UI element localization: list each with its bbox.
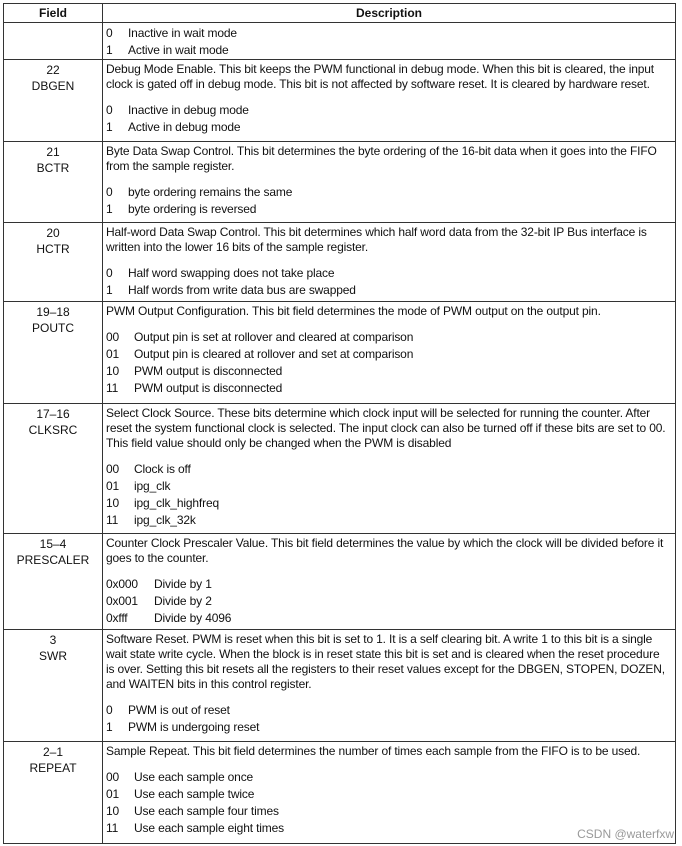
option-item <box>106 769 671 786</box>
table-row <box>4 60 676 142</box>
field-cell <box>4 23 103 60</box>
option-item <box>106 184 671 201</box>
field-cell <box>4 630 103 742</box>
option-item <box>106 380 671 397</box>
field-description: Byte Data Swap Control. This bit determines the byte ordering of the 16-bit data when it goes into the FIFO from the sample register. <box>106 144 657 173</box>
option-item <box>106 512 671 529</box>
field-bits: 20 <box>46 226 60 240</box>
option-code: 11 <box>106 381 119 395</box>
field-name: SWR <box>39 649 67 663</box>
field-bits: 15–4 <box>39 537 67 551</box>
option-code: 0x001 <box>106 594 138 608</box>
field-name: POUTC <box>32 321 74 335</box>
option-text: PWM output is disconnected <box>134 364 283 378</box>
option-code: 0 <box>106 185 113 199</box>
option-text: Divide by 1 <box>154 577 212 591</box>
table-row <box>4 534 676 630</box>
description-cell <box>103 142 676 223</box>
header-field: Field <box>4 4 103 23</box>
option-code: 00 <box>106 462 120 476</box>
field-description: Half-word Data Swap Control. This bit determines which half word data from the 32-bit IP Bus interface is written into the lower 16 bits of the sample register. <box>106 225 647 254</box>
table-row <box>4 23 676 60</box>
option-item <box>106 119 671 136</box>
description-cell <box>103 60 676 142</box>
option-text: PWM is out of reset <box>128 703 230 717</box>
option-item <box>106 786 671 803</box>
field-name: REPEAT <box>29 761 77 775</box>
option-item <box>106 803 671 820</box>
option-item <box>106 593 671 610</box>
option-code: 01 <box>106 347 120 361</box>
field-cell <box>4 404 103 534</box>
field-name: CLKSRC <box>28 423 78 437</box>
header-description: Description <box>103 4 676 23</box>
option-code: 1 <box>106 283 113 297</box>
option-text: PWM output is disconnected <box>134 381 283 395</box>
description-cell <box>103 534 676 630</box>
option-item <box>106 363 671 380</box>
option-text: byte ordering is reversed <box>128 202 257 216</box>
option-code: 00 <box>106 330 120 344</box>
field-cell <box>4 223 103 302</box>
option-item <box>106 329 671 346</box>
option-code: 10 <box>106 496 120 510</box>
option-code: 0x000 <box>106 577 138 591</box>
option-text: Output pin is set at rollover and cleared at comparison <box>134 330 414 344</box>
option-item <box>106 702 671 719</box>
option-code: 1 <box>106 720 113 734</box>
field-bits: 3 <box>49 633 57 647</box>
option-text: Divide by 2 <box>154 594 212 608</box>
option-text: Output pin is cleared at rollover and set at comparison <box>134 347 414 361</box>
field-description: Sample Repeat. This bit field determines the number of times each sample from the FIFO is to be used. <box>106 744 641 758</box>
watermark: CSDN @waterfxw <box>577 827 674 841</box>
table-row <box>4 223 676 302</box>
field-bits: 22 <box>46 63 60 77</box>
option-item <box>106 495 671 512</box>
option-item <box>106 461 671 478</box>
option-text: Inactive in debug mode <box>128 103 249 117</box>
table-row <box>4 404 676 534</box>
option-item <box>106 42 671 59</box>
table-row <box>4 630 676 742</box>
option-text: Active in wait mode <box>128 43 229 57</box>
field-description: PWM Output Configuration. This bit field determines the mode of PWM output on the output pin. <box>106 304 601 318</box>
field-name: DBGEN <box>31 79 75 93</box>
option-text: Use each sample once <box>134 770 254 784</box>
option-text: Use each sample twice <box>134 787 255 801</box>
option-code: 11 <box>106 513 119 527</box>
field-description: Select Clock Source. These bits determine which clock input will be selected for running the counter. After reset the system functional clock is selected. The input clock can also be turned off if these bits are set to 00. This field value should only be changed when the PWM is disabled <box>106 406 666 450</box>
option-text: Inactive in wait mode <box>128 26 237 40</box>
option-text: ipg_clk <box>134 479 171 493</box>
option-item <box>106 265 671 282</box>
option-text: Use each sample four times <box>134 804 279 818</box>
option-code: 1 <box>106 43 113 57</box>
option-item <box>106 201 671 218</box>
description-cell <box>103 404 676 534</box>
option-text: Half words from write data bus are swapped <box>128 283 356 297</box>
option-item <box>106 282 671 299</box>
option-text: Clock is off <box>134 462 191 476</box>
option-code: 11 <box>106 821 119 835</box>
option-code: 0xfff <box>106 611 128 625</box>
option-text: Half word swapping does not take place <box>128 266 335 280</box>
table-row <box>4 302 676 404</box>
option-item <box>106 346 671 363</box>
option-text: ipg_clk_32k <box>134 513 196 527</box>
option-code: 0 <box>106 26 113 40</box>
description-cell <box>103 630 676 742</box>
option-code: 0 <box>106 266 113 280</box>
option-code: 01 <box>106 479 120 493</box>
option-item <box>106 478 671 495</box>
option-item <box>106 576 671 593</box>
option-item <box>106 25 671 42</box>
field-description: Software Reset. PWM is reset when this bit is set to 1. It is a self clearing bit. A write 1 to this bit is a single wait state write cycle. When the block is in reset state this bit is set and is cleared when the reset procedure is over. Setting this bit resets all the registers to their reset values except for the DBGEN, STOPEN, DOZEN, and WAITEN bits in this control register. <box>106 632 665 691</box>
option-text: byte ordering remains the same <box>128 185 293 199</box>
field-description: Counter Clock Prescaler Value. This bit field determines the value by which the clock will be divided before it goes to the counter. <box>106 536 664 565</box>
field-cell <box>4 534 103 630</box>
register-field-table <box>3 3 676 844</box>
description-cell <box>103 23 676 60</box>
option-code: 10 <box>106 364 120 378</box>
description-cell <box>103 302 676 404</box>
field-name: HCTR <box>36 242 70 256</box>
option-item <box>106 719 671 736</box>
description-cell <box>103 223 676 302</box>
option-text: ipg_clk_highfreq <box>134 496 219 510</box>
option-text: Use each sample eight times <box>134 821 285 835</box>
field-name: PRESCALER <box>16 553 90 567</box>
option-item <box>106 610 671 627</box>
field-bits: 2–1 <box>42 745 64 759</box>
option-code: 0 <box>106 103 113 117</box>
option-code: 10 <box>106 804 120 818</box>
field-bits: 17–16 <box>36 407 70 421</box>
option-code: 0 <box>106 703 113 717</box>
option-code: 1 <box>106 202 113 216</box>
table-row <box>4 142 676 223</box>
option-code: 00 <box>106 770 120 784</box>
field-cell <box>4 742 103 844</box>
field-description: Debug Mode Enable. This bit keeps the PWM functional in debug mode. When this bit is cleared, the input clock is gated off in debug mode. This bit is not affected by software reset. It is cleared by hardware reset. <box>106 62 654 91</box>
option-code: 01 <box>106 787 120 801</box>
option-text: PWM is undergoing reset <box>128 720 260 734</box>
option-item <box>106 102 671 119</box>
field-name: BCTR <box>36 161 70 175</box>
option-text: Active in debug mode <box>128 120 241 134</box>
field-cell <box>4 142 103 223</box>
field-cell <box>4 60 103 142</box>
field-cell <box>4 302 103 404</box>
option-code: 1 <box>106 120 113 134</box>
field-bits: 19–18 <box>36 305 70 319</box>
table-row <box>4 742 676 844</box>
option-text: Divide by 4096 <box>154 611 232 625</box>
field-bits: 21 <box>46 145 60 159</box>
